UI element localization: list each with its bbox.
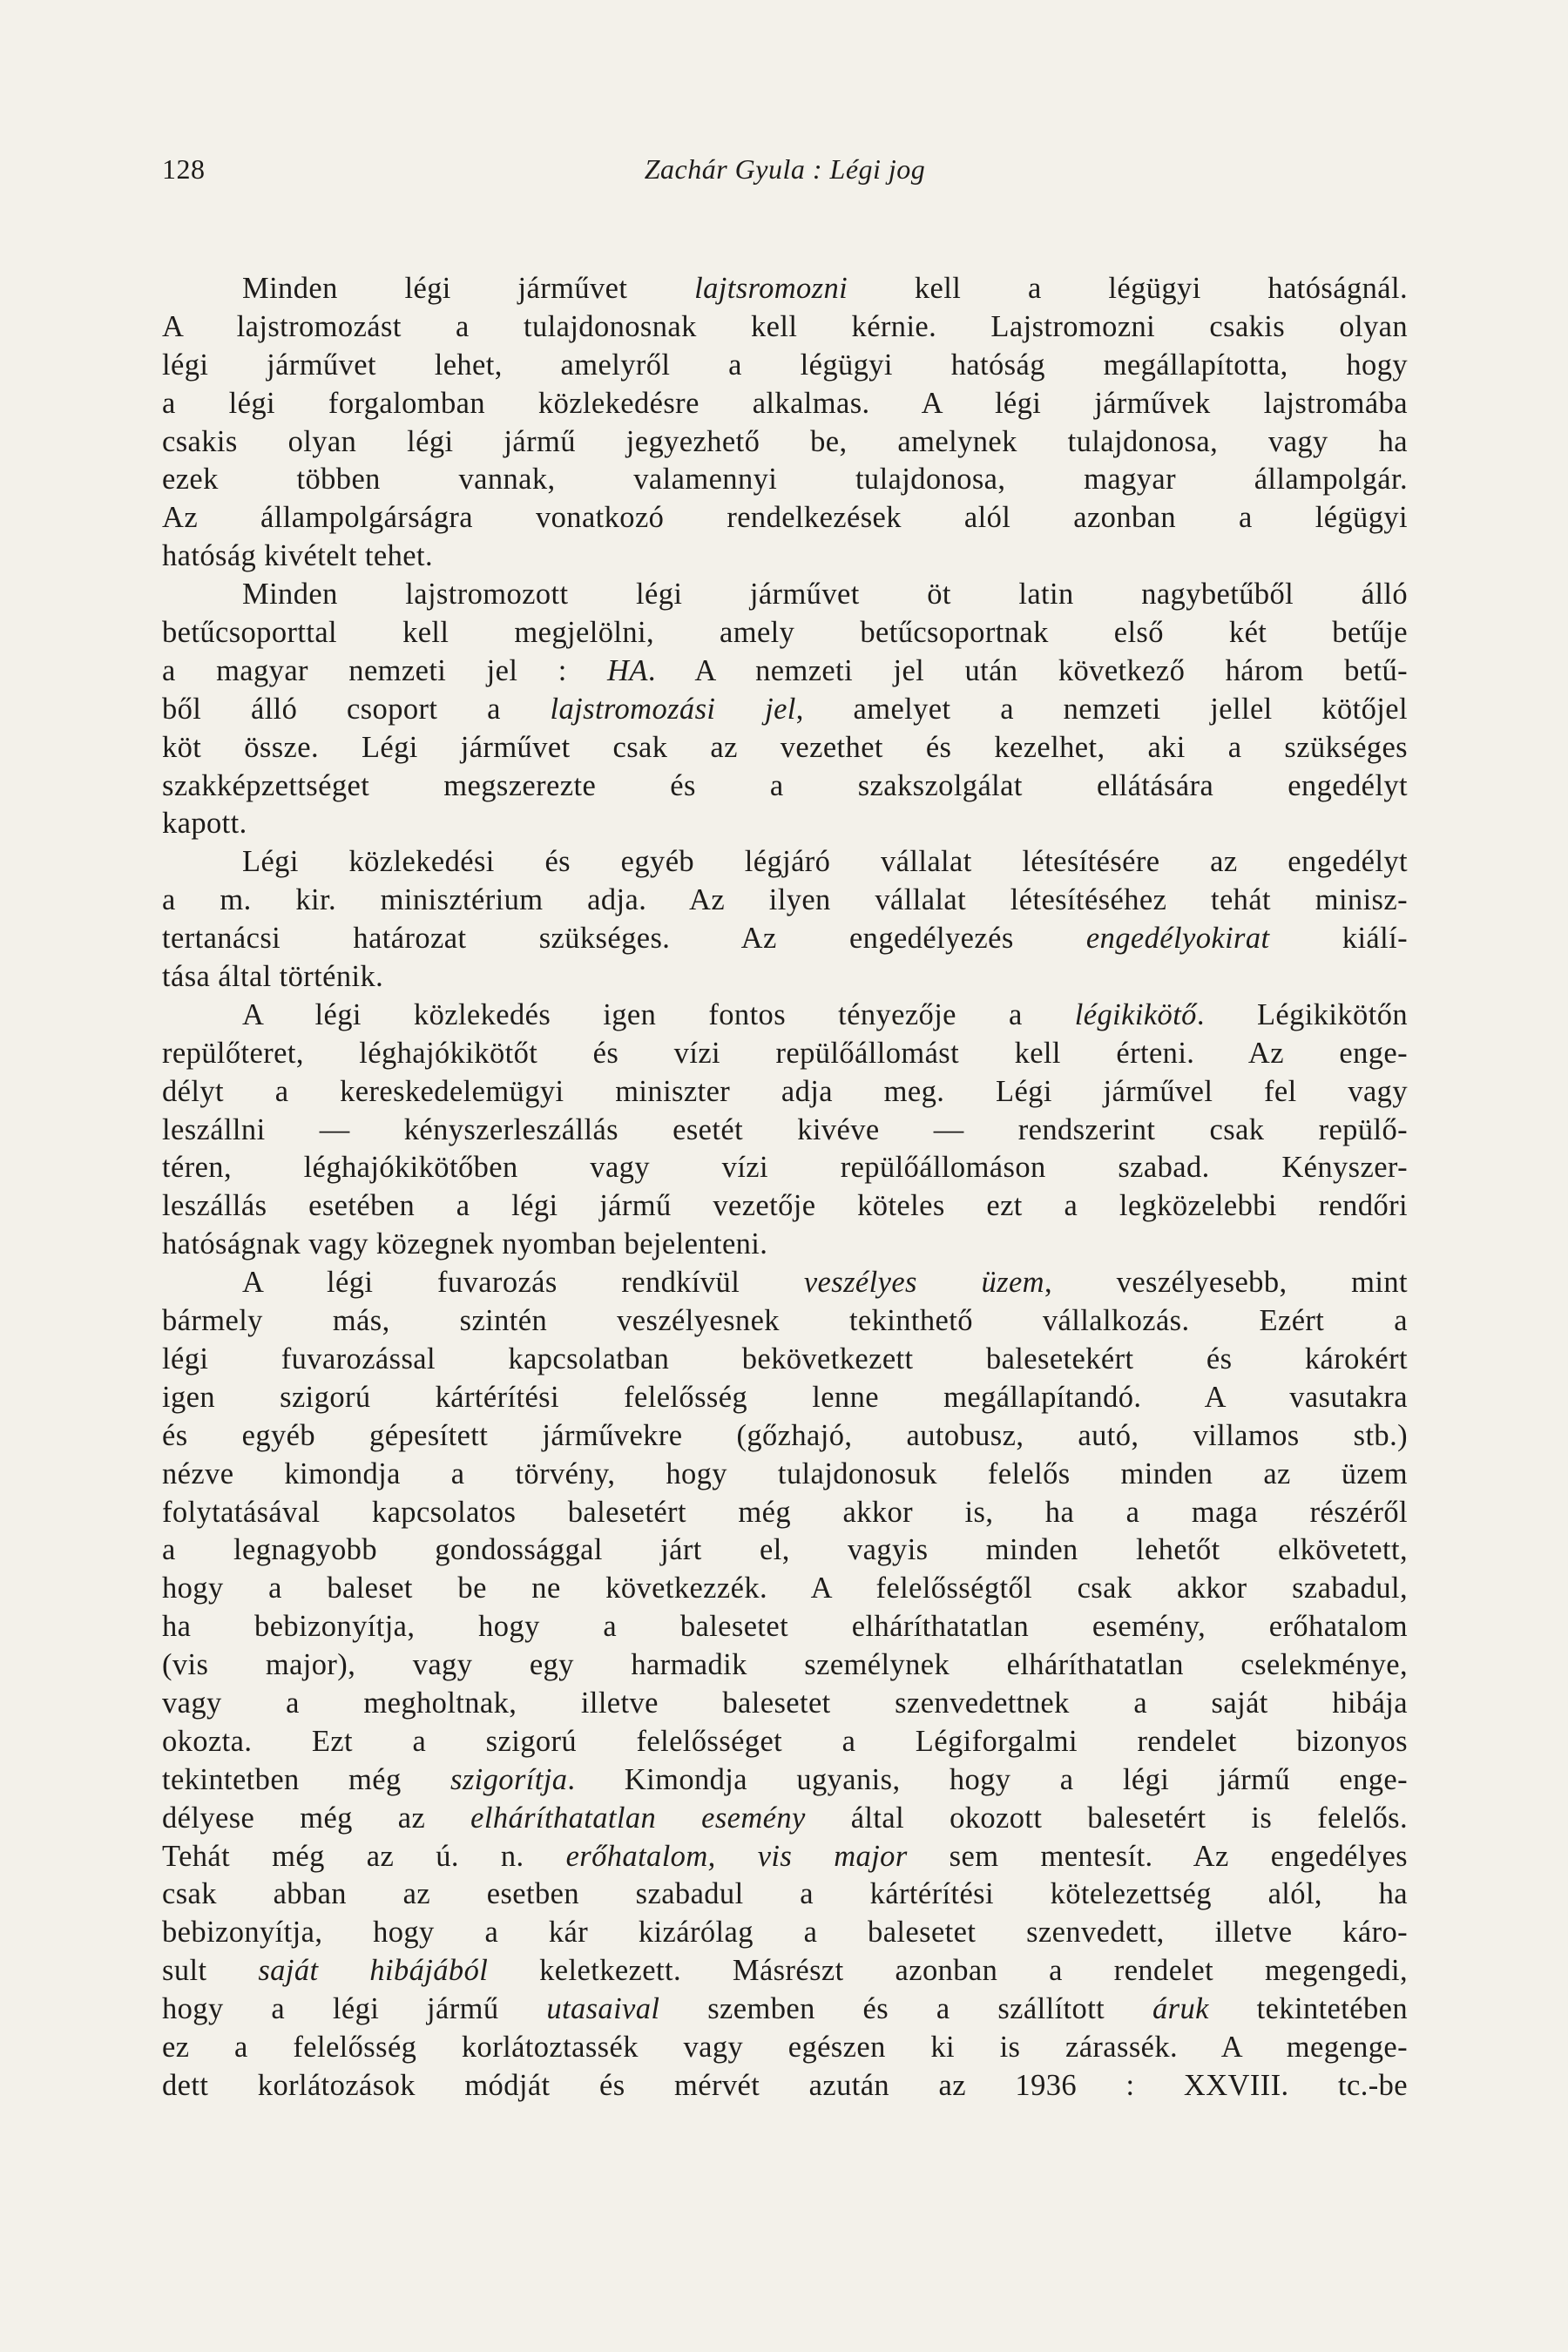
text-line: tekintetben még szigorítja. Kimondja ugyanis, hogy a légi jármű enge-	[162, 1762, 1409, 1796]
text-line: ezek többen vannak, valamennyi tulajdonosa, magyar állampolgár.	[162, 463, 1408, 497]
text-line: és egyéb gépesített járművekre (gőzhajó, autobusz, autó, villamos stb.)	[162, 1418, 1408, 1452]
text-line: csak abban az esetben szabadul a kártérítési kötelezettség alól, ha	[162, 1877, 1408, 1911]
text-line: légi fuvarozással kapcsolatban bekövetkezett balesetekért és károkért	[162, 1342, 1408, 1375]
page-header	[162, 153, 1408, 197]
text-line: bármely más, szintén veszélyesnek tekinthető vállalkozás. Ezért a	[162, 1304, 1408, 1338]
text-line: hogy a baleset be ne következzék. A felelősségtől csak akkor szabadul,	[162, 1571, 1408, 1605]
text-line: a legnagyobb gondossággal járt el, vagyis minden lehetőt elkövetett,	[162, 1533, 1408, 1567]
text-line: leszállni — kényszerleszállás esetét kivéve — rendszerint csak repülő-	[162, 1112, 1408, 1146]
text-line: A lajstromozást a tulajdonosnak kell kérnie. Lajstromozni csakis olyan	[162, 309, 1408, 343]
text-line: ha bebizonyítja, hogy a balesetet elháríthatatlan esemény, erőhatalom	[162, 1610, 1408, 1644]
text-line: kapott.	[162, 807, 247, 841]
text-line: A légi közlekedés igen fontos tényezője a légikikötő. Légikikötőn	[242, 997, 1408, 1031]
text-line: szakképzettséget megszerezte és a szakszolgálat ellátására engedélyt	[162, 768, 1408, 802]
text-line: (vis major), vagy egy harmadik személynek elháríthatatlan cselekménye,	[162, 1648, 1408, 1682]
text-line: Minden lajstromozott légi járművet öt latin nagybetűből álló	[242, 578, 1408, 612]
text-line: hogy a légi jármű utasaival szemben és a szállított áruk tekintetében	[162, 1992, 1408, 2026]
text-line: ez a felelősség korlátoztassék vagy egészen ki is zárassék. A megenge-	[162, 2030, 1408, 2064]
text-line: délyt a kereskedelemügyi miniszter adja meg. Légi járművel fel vagy	[162, 1074, 1408, 1108]
running-title: Zachár Gyula : Légi jog	[644, 153, 926, 185]
text-line: betűcsoporttal kell megjelölni, amely betűcsoportnak első két betűje	[162, 616, 1408, 650]
text-line: dett korlátozások módját és mérvét azután az 1936 : XXVIII. tc.-be	[162, 2068, 1408, 2102]
text-line: tása által történik.	[162, 960, 384, 994]
body-text	[162, 270, 1408, 2105]
text-line: okozta. Ezt a szigorú felelősséget a Légiforgalmi rendelet bizonyos	[162, 1724, 1408, 1758]
text-line: a magyar nemzeti jel : HA. A nemzeti jel után következő három betű-	[162, 653, 1408, 687]
text-line: bebizonyítja, hogy a kár kizárólag a balesetet szenvedett, illetve káro-	[162, 1916, 1408, 1950]
text-line: a légi forgalomban közlekedésre alkalmas. A légi járművek lajstromába	[162, 386, 1408, 420]
text-line: folytatásával kapcsolatos balesetért még akkor is, ha a maga részéről	[162, 1495, 1408, 1529]
text-line: sult saját hibájából keletkezett. Másrészt azonban a rendelet megengedi,	[162, 1954, 1408, 1988]
text-line: hatóság kivételt tehet.	[162, 539, 433, 573]
text-line: Minden légi járművet lajtsromozni kell a légügyi hatóságnál.	[242, 272, 1408, 305]
text-line: légi járművet lehet, amelyről a légügyi hatóság megállapította, hogy	[162, 348, 1408, 382]
text-line: tertanácsi határozat szükséges. Az engedélyezés engedélyokirat kiálí-	[162, 922, 1409, 956]
page-number: 128	[162, 153, 206, 185]
text-line: Az állampolgárságra vonatkozó rendelkezések alól azonban a légügyi	[162, 501, 1408, 535]
text-line: leszállás esetében a légi jármű vezetője köteles ezt a legközelebbi rendőri	[162, 1189, 1408, 1223]
text-line: A légi fuvarozás rendkívül veszélyes üzem, veszélyesebb, mint	[242, 1266, 1408, 1300]
text-line: csakis olyan légi jármű jegyezhető be, amelynek tulajdonosa, vagy ha	[162, 424, 1408, 458]
text-line: Tehát még az ú. n. erőhatalom, vis major sem mentesít. Az engedélyes	[162, 1839, 1408, 1873]
text-line: repülőteret, léghajókikötőt és vízi repülőállomást kell érteni. Az enge-	[162, 1036, 1408, 1070]
text-line: ből álló csoport a lajstromozási jel, amelyet a nemzeti jellel kötőjel	[162, 692, 1408, 726]
text-line: téren, léghajókikötőben vagy vízi repülőállomáson szabad. Kényszer-	[162, 1151, 1408, 1185]
text-line: vagy a megholtnak, illetve balesetet szenvedettnek a saját hibája	[162, 1686, 1408, 1720]
text-line: délyese még az elháríthatatlan esemény által okozott balesetért is felelős.	[162, 1801, 1408, 1835]
text-line: köt össze. Légi járművet csak az vezethet és kezelhet, aki a szükséges	[162, 730, 1408, 764]
text-line: Légi közlekedési és egyéb légjáró vállalat létesítésére az engedélyt	[242, 845, 1408, 879]
text-line: igen szigorú kártérítési felelősség lenne megállapítandó. A vasutakra	[162, 1380, 1408, 1414]
text-line: hatóságnak vagy közegnek nyomban bejelenteni.	[162, 1227, 768, 1261]
text-line: a m. kir. minisztérium adja. Az ilyen vállalat létesítéséhez tehát minisz-	[162, 883, 1408, 917]
text-line: nézve kimondja a törvény, hogy tulajdonosuk felelős minden az üzem	[162, 1456, 1408, 1490]
